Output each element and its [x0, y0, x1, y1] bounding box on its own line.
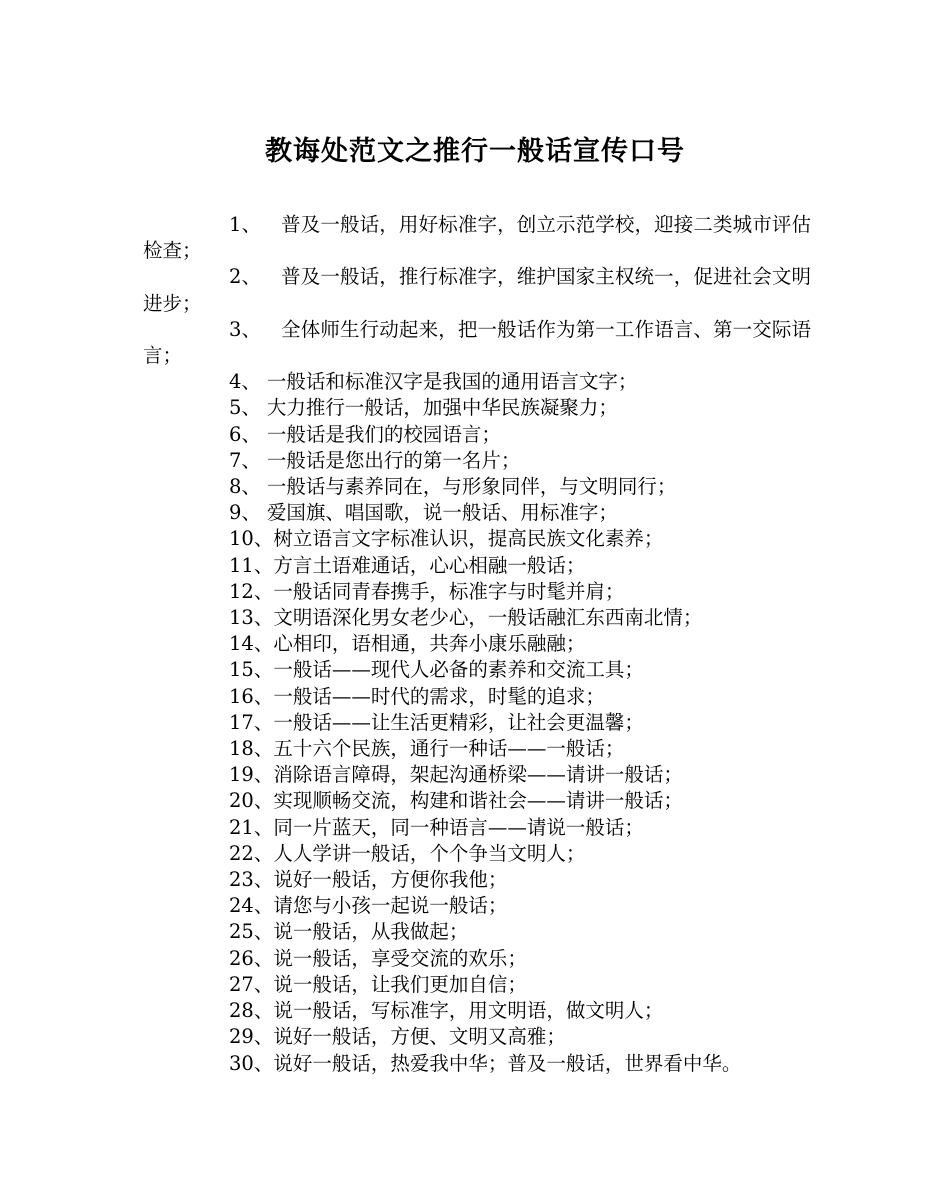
list-item [143, 762, 811, 788]
item-text: 消除语言障碍，架起沟通桥梁——请讲一般话； [273, 763, 683, 787]
item-text: 一般话和标准汉字是我国的通用语言文字； [266, 370, 638, 394]
item-text: 树立语言文字标准认识，提高民族文化素养； [273, 527, 664, 551]
item-number: 22、 [229, 841, 274, 865]
item-number: 9、 [229, 501, 261, 525]
item-number: 12、 [229, 579, 274, 603]
item-text: 爱国旗、唱国歌，说一般话、用标准字； [266, 501, 618, 525]
list-item [143, 710, 811, 736]
item-text: 方言土语难通话，心心相融一般话； [273, 553, 586, 577]
item-text: 说一般话，让我们更加自信； [273, 972, 527, 996]
item-text: 说一般话，享受交流的欢乐； [273, 946, 527, 970]
item-number: 14、 [229, 632, 274, 656]
item-number: 16、 [229, 684, 274, 708]
item-number: 11、 [229, 553, 274, 577]
list-item [143, 212, 811, 264]
list-item [143, 500, 811, 526]
item-text: 说一般话，从我做起； [273, 920, 469, 944]
item-number: 2、 [229, 265, 262, 289]
list-item [143, 998, 811, 1024]
item-number: 25、 [229, 920, 274, 944]
item-text: 五十六个民族，通行一种话——一般话； [273, 737, 625, 761]
list-item [143, 1051, 811, 1077]
item-text: 说好一般话，方便、文明又高雅； [273, 1025, 566, 1049]
list-item [143, 893, 811, 919]
item-number: 10、 [229, 527, 274, 551]
item-text: 一般话——时代的需求，时髦的追求； [273, 684, 605, 708]
list-item [143, 867, 811, 893]
item-number: 6、 [229, 422, 261, 446]
list-item [143, 919, 811, 945]
item-number: 27、 [229, 972, 274, 996]
item-number: 29、 [229, 1025, 274, 1049]
item-text: 实现顺畅交流，构建和谐社会——请讲一般话； [273, 789, 683, 813]
list-item [143, 736, 811, 762]
list-item [143, 972, 811, 998]
item-text: 一般话——让生活更精彩，让社会更温馨； [273, 710, 644, 734]
item-text: 一般话同青春携手，标准字与时髦并肩； [273, 579, 625, 603]
item-number: 5、 [229, 396, 261, 420]
item-number: 24、 [229, 894, 274, 918]
item-text: 说好一般话，方便你我他； [273, 868, 508, 892]
item-text: 一般话——现代人必备的素养和交流工具； [273, 658, 644, 682]
item-number: 17、 [229, 710, 274, 734]
list-item [143, 946, 811, 972]
list-item [143, 631, 811, 657]
item-text: 大力推行一般话，加强中华民族凝聚力； [266, 396, 618, 420]
item-number: 7、 [229, 448, 261, 472]
list-item [143, 841, 811, 867]
item-number: 3、 [229, 317, 262, 341]
list-item [143, 395, 811, 421]
item-number: 19、 [229, 763, 274, 787]
item-number: 4、 [229, 370, 261, 394]
list-item [143, 553, 811, 579]
list-item [143, 605, 811, 631]
list-item [143, 474, 811, 500]
item-text: 文明语深化男女老少心，一般话融汇东西南北情； [273, 606, 703, 630]
item-text: 一般话是我们的校园语言； [266, 422, 501, 446]
list-item [143, 422, 811, 448]
item-number: 30、 [229, 1051, 274, 1075]
item-number: 26、 [229, 946, 274, 970]
item-text: 心相印，语相通，共奔小康乐融融； [273, 632, 586, 656]
item-text: 普及一般话，用好标准字，创立示范学校，迎接二类城市评估检查； [143, 213, 811, 263]
item-number: 1、 [229, 213, 262, 236]
item-text: 说好一般话，热爱我中华；普及一般话，世界看中华。 [273, 1051, 742, 1075]
slogan-list [143, 212, 811, 1077]
item-text: 一般话是您出行的第一名片； [266, 448, 521, 472]
list-item [143, 579, 811, 605]
item-number: 15、 [229, 658, 274, 682]
item-text: 人人学讲一般话，个个争当文明人； [273, 841, 586, 865]
list-item [143, 815, 811, 841]
item-text: 说一般话，写标准字，用文明语，做文明人； [273, 999, 664, 1023]
list-item [143, 317, 811, 369]
item-text: 请您与小孩一起说一般话； [273, 894, 508, 918]
item-text: 一般话与素养同在，与形象同伴，与文明同行； [266, 475, 677, 499]
item-text: 全体师生行动起来，把一般话作为第一工作语言、第一交际语言； [143, 317, 811, 368]
item-number: 20、 [229, 789, 274, 813]
list-item [143, 684, 811, 710]
list-item [143, 1024, 811, 1050]
item-number: 28、 [229, 999, 274, 1023]
item-number: 21、 [229, 815, 274, 839]
list-item [143, 526, 811, 552]
item-number: 18、 [229, 737, 274, 761]
list-item [143, 788, 811, 814]
list-item [143, 369, 811, 395]
list-item [143, 657, 811, 683]
item-number: 23、 [229, 868, 274, 892]
item-number: 8、 [229, 475, 261, 499]
item-number: 13、 [229, 606, 274, 630]
page-title: 教诲处范文之推行一般话宣传口号 [265, 136, 685, 167]
list-item [143, 448, 811, 474]
list-item [143, 264, 811, 316]
item-text: 同一片蓝天，同一种语言——请说一般话； [273, 815, 644, 839]
item-text: 普及一般话，推行标准字，维护国家主权统一，促进社会文明进步； [143, 265, 811, 315]
